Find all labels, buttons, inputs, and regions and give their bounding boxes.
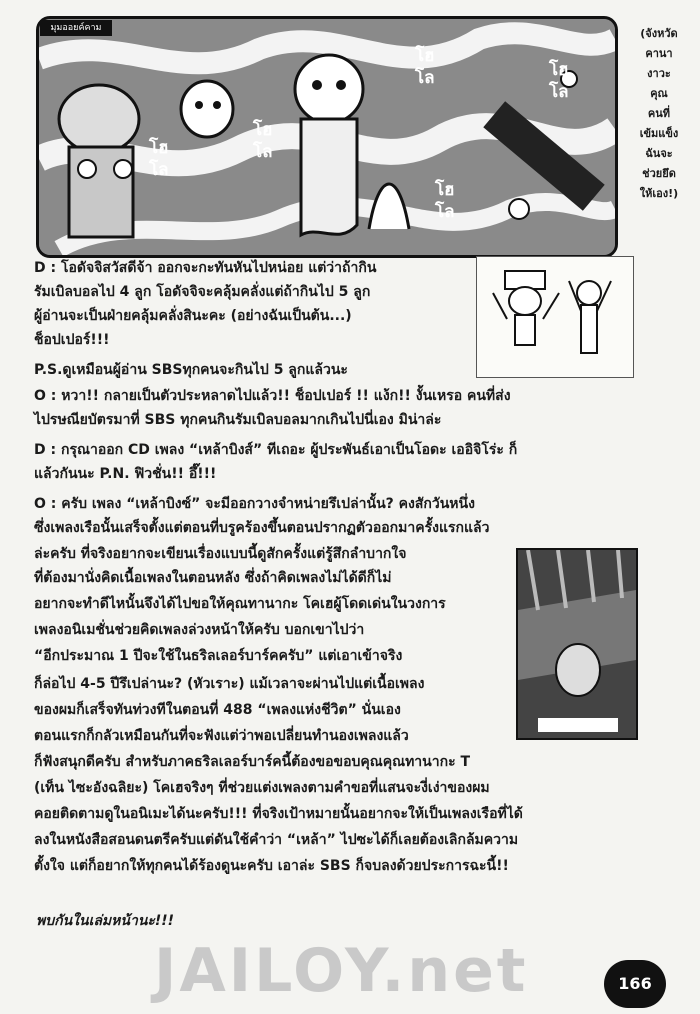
closing-note: พบกันในเล่มหน้านะ!!! (36, 913, 175, 929)
body-line: อยากจะทำดีไหนั้นจึงได้ไปขอให้คุณทานากะ โคเฮผู้โดดเด่นในวงการ (34, 596, 446, 612)
ho-lo-text-2: โฮ โล (549, 60, 569, 102)
chopper-sketch-illustration (476, 256, 634, 378)
body-line: ก็ฟังสนุกดีครับ สำหรับภาคธริลเลอร์บาร์คนี้ต้องขอขอบคุณคุณทานากะ T (34, 754, 471, 770)
body-line: P.S.ดูเหมือนผู้อ่าน SBSทุกคนจะกินไป 5 ลูกแล้วนะ (34, 362, 348, 378)
site-watermark: JAILOY.net (154, 936, 529, 1006)
page-number: 166 (604, 960, 666, 1008)
illustration-art (39, 19, 615, 255)
body-line: คอยติดตามดูในอนิเมะได้นะครับ!!! ที่จริงเป้าหมายนั้นอยากจะให้เป็นเพลงเรือที่ได้ (34, 806, 523, 822)
body-line: รัมเบิลบอลไป 4 ลูก โอดัจจิจะคลุ้มคลั่งแต่ถ้ากินไป 5 ลูก (34, 284, 371, 300)
ho-lo-text-3: โฮ โล (253, 120, 273, 162)
body-line: D : โอดัจจิสวัสดีจ้า ออกจะกะทันหันไปหน่อย แต่ว่าถ้ากิน (34, 260, 377, 276)
body-line: D : กรุณาออก CD เพลง “เหล้าบิงส์” ทีเถอะ ผู้ประพันธ์เอาเป็นโอดะ เออิจิโร่ะ ก็ (34, 442, 518, 458)
body-line: ที่ต้องมานั่งคิดเนื้อเพลงในตอนหลัง ซึ่งถ้าคิดเพลงไม่ได้ดีก็ไม่ (34, 570, 392, 586)
body-line: ตั้งใจ แต่ก็อยากให้ทุกคนได้ร้องดูนะครับ เอาล่ะ SBS ก็จบลงด้วยประการฉะนี้!! (34, 858, 509, 874)
body-line: ผู้อ่านจะเป็นฝ่ายคลุ้มคลั่งสินะคะ (อย่างฉันเป็นต้น...) (34, 308, 352, 324)
body-line: O : ครับ เพลง “เหล้าบิงซ์” จะมีออกวางจำหน่ายรึเปล่านั้น? คงสักวันหนึ่ง (34, 496, 475, 512)
body-line: ก็ล่อไป 4-5 ปีรึเปล่านะ? (หัวเราะ) แม้เวลาจะผ่านไปแต่เนื้อเพลง (34, 676, 425, 692)
corner-label: มุมออยค์คาม (40, 20, 112, 36)
body-line: ไปรษณียบัตรมาที่ SBS ทุกคนกินรัมเบิลบอลมากเกินไปนี่เอง มิน่าล่ะ (34, 412, 442, 428)
manga-panel-illustration (516, 548, 638, 740)
body-line: (เท็น ไซะอังฉลิยะ) โคเฮจริงๆ ที่ช่วยแต่งเพลงตามคำขอที่แสนจะงี่เง่าของผม (34, 780, 490, 796)
body-line: เพลงอนิเมชั่นช่วยคิดเพลงล่วงหน้าให้ครับ บอกเขาไปว่า (34, 622, 365, 638)
body-line: ของผมก็เสร็จทันท่วงทีในตอนที่ 488 “เพลงแห่งชีวิต” นั่นเอง (34, 702, 401, 718)
illustration-panel (36, 16, 618, 258)
body-line: ล่ะครับ ที่จริงอยากจะเขียนเรื่องแบบนี้ดูสักครั้งแต่รู้สึกลำบากใจ (34, 546, 407, 562)
body-line: “อีกประมาณ 1 ปีจะใช้ในธริลเลอร์บาร์คครับ” แต่เอาเข้าจริง (34, 648, 403, 664)
body-line: ลงในหนังสือสอนดนตรีครับแต่ดันใช้คำว่า “เหล้า” ไปซะได้ก็เลยต้องเลิกล้มความ (34, 832, 519, 848)
ho-lo-text-5: โฮ โล (435, 180, 455, 222)
ho-lo-text-4: โฮ โล (149, 138, 169, 180)
body-line: ช็อปเปอร์!!! (34, 332, 110, 348)
side-note: (จังหวัด คานา งาวะ คุณ คนที่ เข้มแข็ง ฉันจะ ช่วยยึด ให้เอง!) (639, 27, 679, 200)
body-line: ตอนแรกก็กลัวเหมือนกันที่จะฟังแต่ว่าพอเปลี่ยนทำนองเพลงแล้ว (34, 728, 409, 744)
ho-lo-text-1: โฮ โล (415, 46, 435, 88)
body-line: O : หวา!! กลายเป็นตัวประหลาดไปแล้ว!! ช็อปเปอร์ !! แง้ก!! งั้นเหรอ คนที่ส่ง (34, 388, 511, 404)
body-line: ซึ่งเพลงเรือนั้นเสร็จตั้งแต่ตอนที่บรูคร้องขึ้นตอนปรากฏตัวออกมาครั้งแรกแล้ว (34, 520, 490, 536)
body-line: แล้วกันนะ P.N. ฟิวชั่น!! อึ๊!!! (34, 466, 217, 482)
